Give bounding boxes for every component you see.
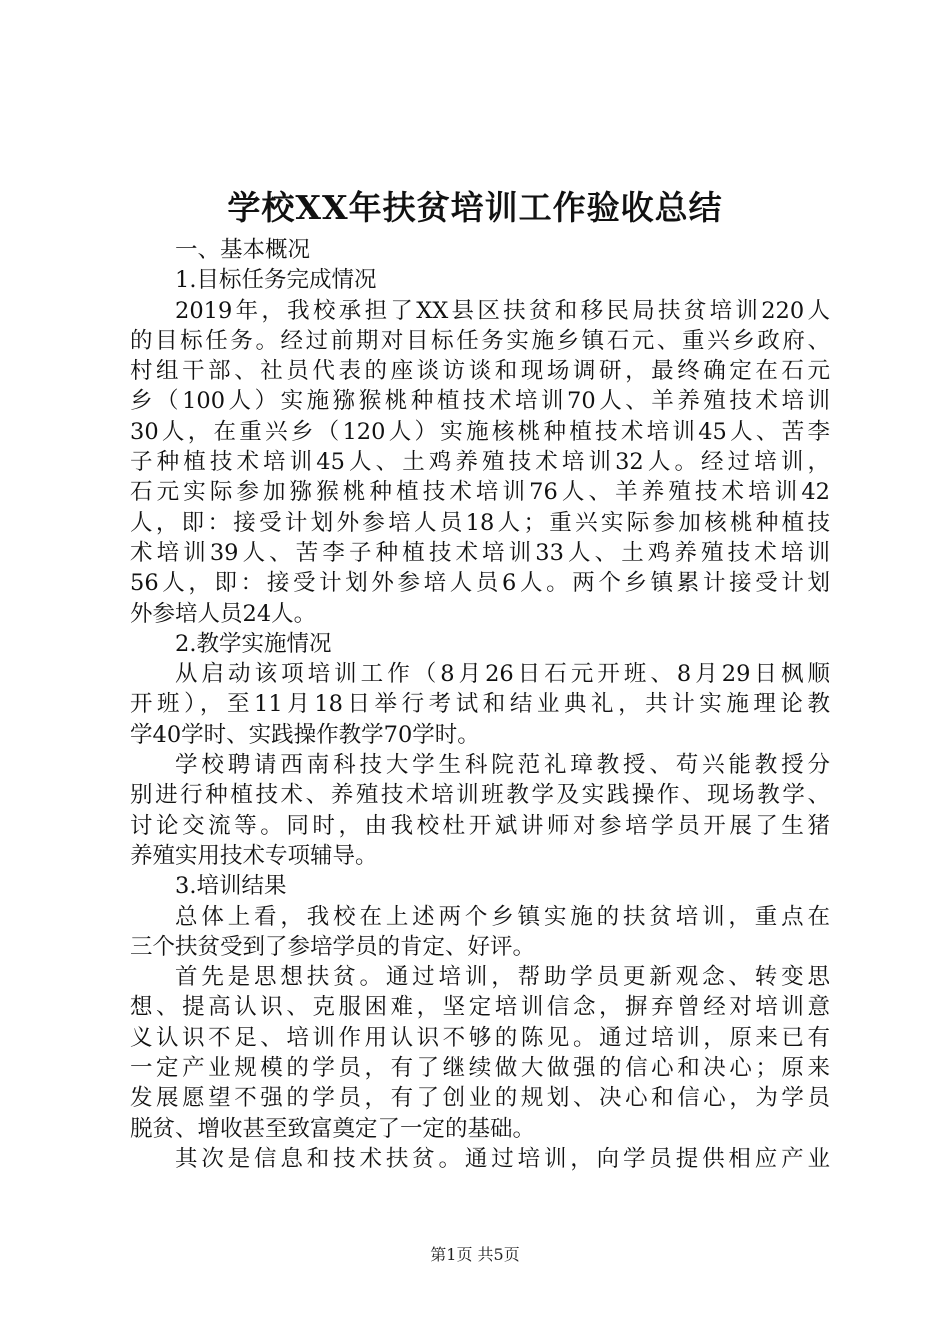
body-line: 56人，即：接受计划外参培人员6人。两个乡镇累计接受计划	[130, 570, 830, 597]
body-line: 义认识不足、培训作用认识不够的陈见。通过培训，原来已有	[130, 1024, 830, 1051]
body-line: 1.目标任务完成情况	[175, 267, 377, 294]
body-line: 的目标任务。经过前期对目标任务实施乡镇石元、重兴乡政府、	[130, 327, 830, 354]
body-line: 学40学时、实践操作教学70学时。	[130, 721, 480, 748]
body-line: 开班），至11月18日举行考试和结业典礼，共计实施理论教	[130, 691, 830, 718]
body-line: 乡（100人）实施猕猴桃种植技术培训70人、羊养殖技术培训	[130, 388, 830, 415]
body-line: 30人，在重兴乡（120人）实施核桃种植技术培训45人、苦李	[130, 418, 830, 445]
body-line: 讨论交流等。同时，由我校杜开斌讲师对参培学员开展了生猪	[130, 812, 830, 839]
body-line: 三个扶贫受到了参培学员的肯定、好评。	[130, 933, 536, 960]
body-line: 3.培训结果	[175, 873, 287, 900]
body-line: 术培训39人、苦李子种植技术培训33人、土鸡养殖技术培训	[130, 539, 830, 566]
body-line: 2019年，我校承担了XX县区扶贫和移民局扶贫培训220人	[175, 297, 830, 324]
body-line: 子种植技术培训45人、土鸡养殖技术培训32人。经过培训，	[130, 449, 830, 476]
body-line: 石元实际参加猕猴桃种植技术培训76人、羊养殖技术培训42	[130, 479, 830, 506]
body-line: 一定产业规模的学员，有了继续做大做强的信心和决心；原来	[130, 1055, 830, 1082]
body-line: 外参培人员24人。	[130, 600, 317, 627]
body-line: 村组干部、社员代表的座谈访谈和现场调研，最终确定在石元	[130, 358, 830, 385]
document-title: 学校XX年扶贫培训工作验收总结	[227, 188, 723, 227]
body-line: 首先是思想扶贫。通过培训，帮助学员更新观念、转变思	[175, 964, 830, 991]
body-line: 2.教学实施情况	[175, 630, 332, 657]
body-line: 脱贫、增收甚至致富奠定了一定的基础。	[130, 1115, 536, 1142]
body-line: 其次是信息和技术扶贫。通过培训，向学员提供相应产业	[175, 1145, 830, 1172]
body-line: 别进行种植技术、养殖技术培训班教学及实践操作、现场教学、	[130, 782, 830, 809]
body-line: 学校聘请西南科技大学生科院范礼璋教授、苟兴能教授分	[175, 752, 830, 779]
body-line: 想、提高认识、克服困难，坚定培训信念，摒弃曾经对培训意	[130, 994, 830, 1021]
body-line: 养殖实用技术专项辅导。	[130, 842, 378, 869]
page-footer: 第1页 共5页	[430, 1245, 520, 1264]
body-line: 从启动该项培训工作（8月26日石元开班、8月29日枫顺	[175, 661, 830, 688]
document-body	[130, 235, 830, 1174]
body-line: 发展愿望不强的学员，有了创业的规划、决心和信心，为学员	[130, 1085, 830, 1112]
body-line: 人，即：接受计划外参培人员18人；重兴实际参加核桃种植技	[130, 509, 830, 536]
body-line: 总体上看，我校在上述两个乡镇实施的扶贫培训，重点在	[175, 903, 830, 930]
body-line: 一、基本概况	[175, 237, 311, 263]
